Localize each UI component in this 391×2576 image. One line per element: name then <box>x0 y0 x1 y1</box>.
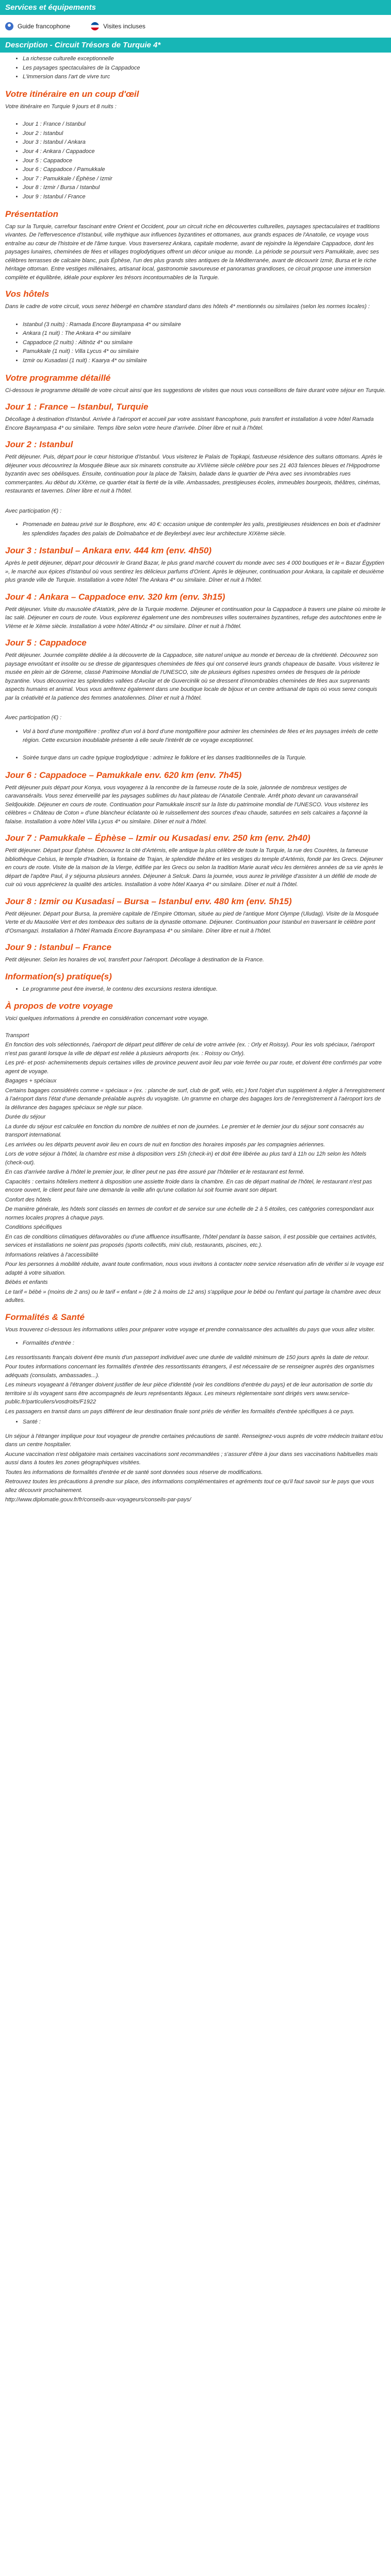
about-line: De manière générale, les hôtels sont classés en termes de confort et de service sur une échelle de 2 à 5 étoiles, ces catégories correspondant aux normes locales propres à chaque pays. <box>5 1206 374 1221</box>
hotels-text: Dans le cadre de votre circuit, vous serez hébergé en chambre standard dans des hôtels 4* mentionnés ou similaires (selon les normes locales) : <box>5 303 370 310</box>
presentation-text: Cap sur la Turquie, carrefour fascinant entre Orient et Occident, pour un circuit riche en découvertes culturelles, paysages spectaculaires et traditions vivantes. De l'effervescence d'Istanbul, ville mythique aux influences byzantines et ottomanes, aux grands espaces de l'Anatolie, ce voyage vous entraîne au cœur de l'histoire et de l'âme turque. Vous traverserez Ankara, capitale moderne, avant de rejoindre la légendaire Cappadoce, dont les paysages lunaires, cheminées de fées et villages troglodytiques offrent un décor unique au monde. La période se poursuit vers Pamukkale, avec ses célèbres terrasses de calcaire blanc, puis Éphèse, l'un des plus grands sites antiques de la Méditerranée, avant de découvrir Izmir, Bursa et le riche héritage ottoman. Entre vestiges millénaires, artisanat local, gastronomie savoureuse et panoramas grandioses, ce circuit propose une immersion complète et équilibrée, idéale pour explorer les trésors incontournables de la Turquie. <box>5 223 380 281</box>
list-item: • Jour 2 : Istanbul <box>23 129 386 139</box>
sante-link[interactable]: http://www.diplomatie.gouv.fr/fr/conseils-aux-voyageurs/conseils-par-pays/ <box>5 1497 191 1503</box>
day-title: Jour 1 : France – Istanbul, Turquie <box>5 402 149 412</box>
about-line: Transport <box>5 1032 29 1039</box>
list-item: • Le programme peut être inversé, le contenu des excursions restera identique. <box>23 985 386 994</box>
day-title: Jour 6 : Cappadoce – Pamukkale env. 620 km (env. 7h45) <box>5 770 242 780</box>
list-item: • La richesse culturelle exceptionnelle <box>23 55 386 64</box>
description-title: Description - Circuit Trésors de Turquie 4* <box>0 38 391 53</box>
overview-title: Votre itinéraire en un coup d'œil <box>5 89 139 99</box>
day-title: Jour 5 : Cappadoce <box>5 638 87 648</box>
list-item: • Jour 9 : Istanbul / France <box>23 193 386 202</box>
list-item: • Jour 7 : Pamukkale / Éphèse / Izmir <box>23 175 386 184</box>
list-item: • Jour 3 : Istanbul / Ankara <box>23 138 386 147</box>
about-line: Les arrivées ou les départs peuvent avoir lieu en cours de nuit en fonction des horaires imposés par les compagnies aériennes. <box>5 1141 325 1148</box>
about-line: La durée du séjour est calculée en fonction du nombre de nuitées et non de journées. Le premier et le dernier jour du séjour sont consacrés au transport international. <box>5 1123 364 1139</box>
intro-list <box>5 55 386 82</box>
list-item: • Jour 1 : France / Istanbul <box>23 120 386 129</box>
about-line: Certains bagages considérés comme « spéciaux » (ex. : planche de surf, club de golf, vélo, etc.) font l'objet d'un supplément à régler à l'enregistrement à l'aéroport dans l'état d'une demande préalable auprès du voyagiste. Un gramme en charge des bagages lors de l'enregistrement à l'aéroport lors de la délivrance des bagages spéciaux se règle sur place. <box>5 1087 385 1111</box>
visits-label: Visites incluses <box>103 23 145 30</box>
formalites-block <box>5 1353 386 1416</box>
formalites-intro: Vous trouverez ci-dessous les informations utiles pour préparer votre voyage et prendre connaissance des actualités du pays que vous allez visiter. <box>5 1326 376 1333</box>
about-line: Pour les personnes à mobilité réduite, avant toute confirmation, nous vous invitons à contacter notre service réservation afin de vérifier si le voyage est adapté à votre situation. <box>5 1261 384 1276</box>
about-title: À propos de votre voyage <box>5 1001 113 1011</box>
visits-service <box>91 22 145 30</box>
about-line: Les pré- et post- acheminements depuis certaines villes de province peuvent avoir lieu par voie ferrée ou par route, et doivent être confirmés par votre agent de voyage. <box>5 1060 382 1075</box>
flag-icon <box>91 22 99 30</box>
about-line: Le tarif « bébé » (moins de 2 ans) ou le tarif « enfant » (de 2 à moins de 12 ans) s'applique pour le bébé ou l'enfant qui partage la chambre avec deux adultes. <box>5 1289 381 1304</box>
formalites-title: Formalités & Santé <box>5 1312 85 1322</box>
option-label: Avec participation (€) : <box>5 507 62 514</box>
formalites-line: Les mineurs voyageant à l'étranger doivent justifier de leur pièce d'identité (voir les conditions d'entrée du pays) et de leur autorisation de sortie du territoire si ils voyagent sans être accompagnés de leurs représentants légaux. Les mineurs règlementaire sont dirigés vers www.service-public.fr/particuliers/vosdroits/F1922 <box>5 1382 372 1405</box>
programme-title: Votre programme détaillé <box>5 372 111 383</box>
day-text: Petit déjeuner. Départ pour Bursa, la première capitale de l'Empire Ottoman, située au pied de l'antique Mont Olympe (Uludag). Visite de la Mosquée Verte et du Mausolée Vert et des tombeaux des sultans de la dynastie ottomane. Déjeuner. Continuation pour Istanbul en traversant le célèbre pont d'Osmangazi. Installation à l'hôtel Ramada Encore Bayrampasa 4* ou similaire. Dîner libre et nuit à l'hôtel. <box>5 910 379 934</box>
about-line: Informations relatives à l'accessibilité <box>5 1251 99 1258</box>
info-list <box>5 985 386 994</box>
about-line: Bébés et enfants <box>5 1279 48 1286</box>
presentation-title: Présentation <box>5 209 58 219</box>
about-line: Capacités : certains hôteliers mettent à disposition une assiette froide dans la chambre. En cas de départ matinal de l'hôtel, le restaurant n'est pas encore ouvert, le client peut faire une demande la veille afin qu'une collation lui soit fournie avant son départ. <box>5 1178 372 1194</box>
hotels-title: Vos hôtels <box>5 289 50 299</box>
day-title: Jour 2 : Istanbul <box>5 439 73 450</box>
guide-label: Guide francophone <box>18 23 71 30</box>
about-line: En cas de conditions climatiques défavorables ou d'une affluence insuffisante, l'hôtel pendant la basse saison, il est possible que certaines activités, services et installations ne soient pas proposés (sports collectifs, mini club, restaurants, piscines, etc.). <box>5 1233 377 1249</box>
about-block <box>5 1031 386 1305</box>
services-title: Services et équipements <box>0 0 391 15</box>
formalites-line: Les passagers en transit dans un pays différent de leur destination finale sont priés de vérifier les formalités d'entrée spécifiques à ce pays. <box>5 1408 355 1415</box>
guide-icon <box>5 22 13 30</box>
programme-text: Ci-dessous le programme détaillé de votre circuit ainsi que les suggestions de visites que nous vous conseillons de faire durant votre séjour en Turquie. <box>5 387 386 394</box>
sante-block <box>5 1432 386 1504</box>
day-title: Jour 7 : Pamukkale – Éphèse – Izmir ou Kusadasi env. 250 km (env. 2h40) <box>5 833 311 843</box>
about-line: Confort des hôtels <box>5 1196 52 1203</box>
day-title: Jour 8 : Izmir ou Kusadasi – Bursa – Istanbul env. 480 km (env. 5h15) <box>5 896 292 906</box>
list-item: • Vol à bord d'une montgolfière : profitez d'un vol à bord d'une montgolfière pour admirer les cheminées de fées et les paysages irréels de cette région. Cette excursion inoubliable présente à elle seule l'intérêt de ce voyage exceptionnel. <box>23 727 386 745</box>
options-list <box>5 520 386 538</box>
about-line: Bagages + spéciaux <box>5 1078 57 1084</box>
option-label: Avec participation (€) : <box>5 715 62 721</box>
overview-text: Votre itinéraire en Turquie 9 jours et 8 nuits : <box>5 103 117 110</box>
info-title: Information(s) pratique(s) <box>5 971 112 981</box>
sante-line: Aucune vaccination n'est obligatoire mais certaines vaccinations sont recommandées ; s'assurer d'être à jour dans ses vaccinations habituelles mais aussi dans à toutes les zones géographiques visitées. <box>5 1451 378 1466</box>
list-item: • Jour 8 : Izmir / Bursa / Istanbul <box>23 183 386 193</box>
day-text: Petit déjeuner. Départ pour Éphèse. Découvrez la cité d'Artémis, elle antique la plus célèbre de toute la Turquie, la rue des Courètes, la fameuse bibliothèque Celsius, le temple d'Hadrien, la fontaine de Trajan, le splendide théâtre et les vestiges du temple d'Artémis, fondé par les Grecs. Déjeuner en cours de route. Visite de la maison de la Vierge, édifiée par les Grecs ou selon la tradition Marie aurait vécu les dernières années de sa vie après le départ de l'apôtre Paul, il y séjourna plusieurs années. Déjeuner à Selcuk. Dans la journée, vous aurez le privilège d'assister à un défilé de mode de cuir où vous apprécierez la qualité des articles. Installation à votre hôtel Kaarya 4* ou similaire. Dîner et nuit à l'hôtel. <box>5 848 383 888</box>
list-item: • Promenade en bateau privé sur le Bosphore, env. 40 €: occasion unique de contempler les yalis, prestigieuses résidences en bois et d'admirer les splendides façades des palais de Dolmabahce et de Beylerbeyi avec leur architecture XIXème siècle. <box>23 520 386 538</box>
sante-line: Retrouvez toutes les précautions à prendre sur place, des informations complémentaires et agréments tout ce qu'il faut savoir sur le pays que vous allez découvrir prochainement. <box>5 1479 374 1494</box>
list-item: • Izmir ou Kusadasi (1 nuit) : Kaarya 4* ou similaire <box>23 357 386 366</box>
services-row <box>0 15 391 38</box>
day-text: Petit déjeuner. Puis, départ pour le cœur historique d'Istanbul. Vous visiterez le Palais de Topkapi, fastueuse résidence des sultans ottomans. Après le déjeuner vous découvrirez la Mosquée Bleue aux six minarets construite au XVIIème siècle célèbre pour ses 21 403 faïences bleues et l'Hippodrome byzantin avec ses obélisques. Ensuite, continuation pour la place de Taksim, balade dans le quartier de Péra avec ses innombrables rues commerçantes. Au début du XXème, ce quartier était la fierté de la ville. Ambassades, prestigieuses écoles, immeubles bourgeois, théâtres, cinémas, restaurants et tavernes. Dîner libre et nuit à l'hôtel. <box>5 454 383 495</box>
day-text: Petit déjeuner. Journée complète dédiée à la découverte de la Cappadoce, site naturel unique au monde et berceau de la chrétienté. Découvrez son paysage envoûtant et insolite ou se dresse de gigantesques cheminées de fées qui ont conservé leurs grands chapeaux de basalte. Vous visiterez le musée en plein air de Göreme, classé Patrimoine Mondial de l'UNESCO, site de plusieurs églises rupestres ornées de fresques de la période byzantine. Vous découvrirez les splendides vallées d'Avcilar et de Guvercinlik où se dressent d'innombrables cheminées de fées aux surprenants aspects humains et animal. Vous vous arrêterez également dans une boutique locale de bijoux et un centre artisanal de tapis où vous serez conquis par la créativité et la patience des femmes anatoliennes. Dîner et nuit à l'hôtel. <box>5 652 380 701</box>
day-text: Décollage à destination d'Istanbul. Arrivée à l'aéroport et accueil par votre assistant francophone, puis transfert et installation à votre hôtel Ramada Encore Bayrampasa 4* ou similaire. Temps libre selon votre heure d'arrivée. Dîner libre et nuit à l'hôtel. <box>5 416 374 431</box>
hotels-list <box>5 320 386 366</box>
list-item: • Pamukkale (1 nuit) : Villa Lycus 4* ou similaire <box>23 347 386 357</box>
list-item: • Les paysages spectaculaires de la Cappadoce <box>23 64 386 73</box>
day-title: Jour 9 : Istanbul – France <box>5 942 111 953</box>
sante-line: Toutes les informations de formalités d'entrée et de santé sont données sous réserve de modifications. <box>5 1469 263 1476</box>
content <box>0 55 391 1509</box>
day-text: Petit déjeuner. Selon les horaires de vol, transfert pour l'aéroport. Décollage à destination de la France. <box>5 957 264 963</box>
guide-service <box>5 22 70 30</box>
sante-list <box>5 1418 386 1427</box>
formalites-line: Pour toutes informations concernant les formalités d'entrée des ressortissants étrangers, il est nécessaire de se renseigner auprès des organismes adéquats (consulats, ambassades...). <box>5 1364 374 1379</box>
day-text: Après le petit déjeuner, départ pour découvrir le Grand Bazar, le plus grand marché couvert du monde avec ses 4 000 boutiques et le « Bazar Égyptien », le marché aux épices d'Istanbul où vous sentirez les délicieux parfums d'Orient. Après le déjeuner, continuation pour Ankara, la capitale et deuxième plus grande ville de Turquie. Installation à votre hôtel The Ankara 4* ou similaire. Dîner et nuit à l'hôtel. <box>5 560 384 584</box>
list-item: • Formalités d'entrée : <box>23 1339 386 1348</box>
overview-days <box>5 120 386 201</box>
about-intro: Voici quelques informations à prendre en considération concernant votre voyage. <box>5 1015 209 1022</box>
day-text: Petit déjeuner. Visite du mausolée d'Atatürk, père de la Turquie moderne. Déjeuner et continuation pour la Cappadoce à travers une plaine où miroite le lac salé. Déjeuner en cours de route. Vous explorerez également une des nombreuses villes souterraines byzantines, refuge des autochtones entre le VIème et le Xème siècle. Installation à votre hôtel Altinöz 4* ou similaire. Dîner et nuit à l'hôtel. <box>5 606 386 630</box>
about-line: Conditions spécifiques <box>5 1224 62 1231</box>
sante-line: Un séjour à l'étranger implique pour tout voyageur de prendre certaines précautions de santé. Renseignez-vous auprès de votre médecin traitant et/ou dans un centre hospitalier. <box>5 1433 383 1448</box>
about-line: En fonction des vols sélectionnés, l'aéroport de départ peut différer de celui de votre arrivée (ex. : Orly et Roissy). Pour les vols spéciaux, l'aéroport n'est pas garanti lorsque la ville de départ est reliée à plusieurs aéroports (ex. : Roissy ou Orly). <box>5 1042 374 1057</box>
list-item: • Jour 4 : Ankara / Cappadoce <box>23 147 386 157</box>
list-item: • Istanbul (3 nuits) : Ramada Encore Bayrampasa 4* ou similaire <box>23 320 386 330</box>
day-title: Jour 4 : Ankara – Cappadoce env. 320 km (env. 3h15) <box>5 591 225 602</box>
list-item: • Santé : <box>23 1418 386 1427</box>
list-item: • L'immersion dans l'art de vivre turc <box>23 73 386 82</box>
list-item: • Ankara (1 nuit) : The Ankara 4* ou similaire <box>23 329 386 338</box>
list-item: • Jour 6 : Cappadoce / Pamukkale <box>23 165 386 175</box>
list-item: • Cappadoce (2 nuits) : Altinöz 4* ou similaire <box>23 338 386 348</box>
about-line: Lors de votre séjour à l'hôtel, la chambre est mise à disposition vers 15h (check-in) et doit être libérée au plus tard à 11h ou 12h selon les hôtels (check-out). <box>5 1151 367 1166</box>
about-line: En cas d'arrivée tardive à l'hôtel le premier jour, le dîner peut ne pas être assuré par l'hôtelier et le restaurant est fermé. <box>5 1169 305 1176</box>
formalites-list <box>5 1339 386 1348</box>
day-title: Jour 3 : Istanbul – Ankara env. 444 km (env. 4h50) <box>5 546 211 556</box>
list-item: • Soirée turque dans un cadre typique troglodytique : admirez le folklore et les danses traditionnelles de la Turquie. <box>23 754 386 763</box>
options-list <box>5 727 386 763</box>
formalites-line: Les ressortissants français doivent être munis d'un passeport individuel avec une durée de validité minimum de 150 jours après la date de retour. <box>5 1354 370 1361</box>
day-text: Petit déjeuner puis départ pour Konya, vous voyagerez à la rencontre de la fameuse route de la soie, jalonnée de nombreux vestiges de caravansérails. Vous serez émerveillé par les paysages sublimes du haut plateau de l'Anatolie Centrale. Arrêt photo devant un caravansérail Seldjoukide. Déjeuner en cours de route. Continuation pour Pamukkale inscrit sur la liste du patrimoine mondial de l'UNESCO. Vous visiterez les célèbres « Château de Coton » d'une blancheur éclatante où le ruissellement des sources d'eau chaude, saturées en sels calcaires a façonné la falaise. Installation à votre hôtel Villa Lycus 4* ou similaire. Dîner et nuit à l'hôtel. <box>5 784 368 825</box>
list-item: • Jour 5 : Cappadoce <box>23 157 386 166</box>
about-line: Durée du séjour <box>5 1114 46 1121</box>
